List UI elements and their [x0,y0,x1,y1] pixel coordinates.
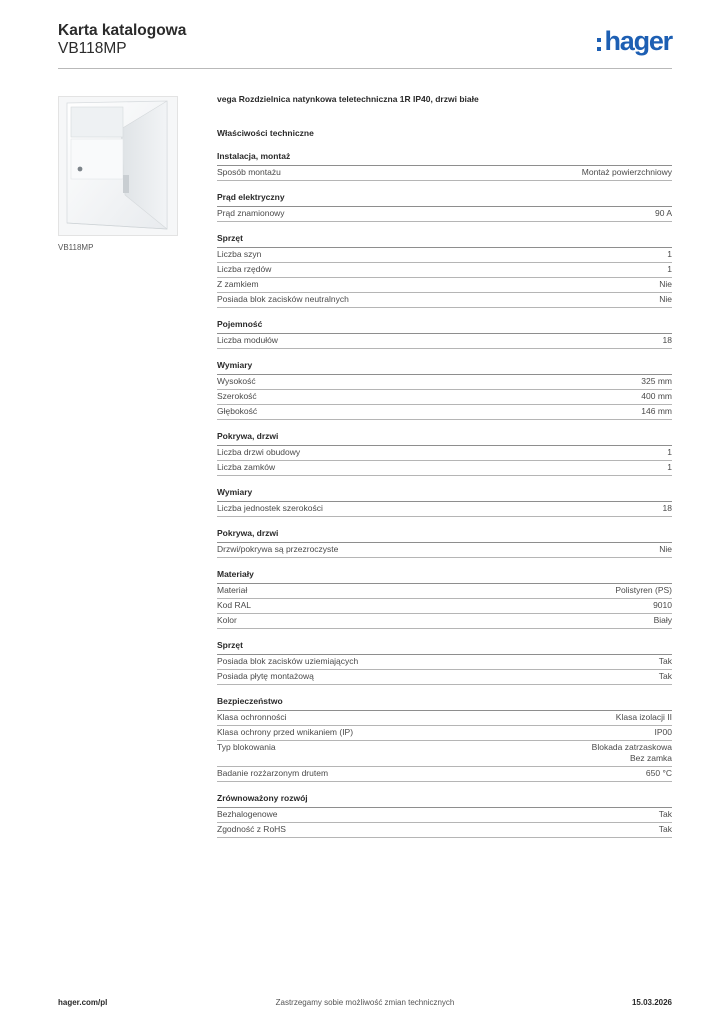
spec-row [217,248,672,263]
footer-date: 15.03.2026 [631,998,672,1007]
section-title: Pojemność [217,319,672,334]
section-title: Wymiary [217,360,672,375]
spec-value: 400 mm [641,391,672,401]
header-divider [58,68,672,69]
spec-value: 90 A [654,208,672,218]
logo-text: hager [604,26,672,56]
spec-section [217,487,672,517]
spec-row [217,614,672,629]
spec-row [217,655,672,670]
spec-label: Szerokość [217,391,257,401]
spec-row [217,584,672,599]
spec-value: Blokada zatrzaskowa Bez zamka [591,742,672,763]
section-title: Sprzęt [217,233,672,248]
section-title: Zrównoważony rozwój [217,793,672,808]
spec-label: Drzwi/pokrywa są przezroczyste [217,544,339,554]
spec-row [217,166,672,181]
spec-value: Polistyren (PS) [615,585,672,595]
spec-label: Klasa ochrony przed wnikaniem (IP) [217,727,354,737]
product-description: vega Rozdzielnica natynkowa teletechniczna 1R IP40, drzwi białe [217,94,479,104]
footer-website-link[interactable]: hager.com/pl [58,998,108,1007]
spec-label: Typ blokowania [217,742,276,752]
spec-section [217,696,672,782]
spec-label: Materiał [217,585,248,595]
spec-row [217,741,672,767]
spec-section [217,528,672,558]
spec-row [217,461,672,476]
spec-value: 650 °C [645,768,672,778]
section-title: Pokrywa, drzwi [217,431,672,446]
section-title: Pokrywa, drzwi [217,528,672,543]
spec-value: 18 [662,503,672,513]
spec-value: Tak [658,671,672,681]
section-title: Sprzęt [217,640,672,655]
spec-label: Badanie rozżarzonym drutem [217,768,329,778]
spec-row [217,808,672,823]
spec-row [217,334,672,349]
spec-section [217,569,672,629]
spec-value: 1 [667,462,672,472]
spec-value: 146 mm [641,406,672,416]
spec-value: IP00 [654,727,672,737]
spec-label: Klasa ochronności [217,712,287,722]
logo-dots-icon [597,38,601,51]
spec-row [217,543,672,558]
spec-row [217,767,672,782]
footer-note: Zastrzegamy sobie możliwość zmian technicznych [275,998,455,1007]
spec-label: Liczba zamków [217,462,276,472]
section-title: Prąd elektryczny [217,192,672,207]
spec-row [217,263,672,278]
section-title: Materiały [217,569,672,584]
spec-row [217,823,672,838]
section-title: Bezpieczeństwo [217,696,672,711]
spec-value: Nie [659,294,672,304]
spec-section [217,192,672,222]
spec-section [217,793,672,838]
spec-section [217,151,672,181]
spec-label: Liczba jednostek szerokości [217,503,323,513]
spec-value: Tak [658,809,672,819]
spec-label: Sposób montażu [217,167,281,177]
page-header [58,20,672,70]
spec-section [217,360,672,420]
spec-value: Nie [659,544,672,554]
spec-section [217,233,672,308]
section-title: Wymiary [217,487,672,502]
spec-row [217,405,672,420]
spec-value: 1 [667,249,672,259]
spec-value: 325 mm [641,376,672,386]
product-image [58,96,178,236]
hager-logo [597,26,672,56]
spec-label: Głębokość [217,406,258,416]
spec-label: Liczba modułów [217,335,278,345]
spec-value: Nie [659,279,672,289]
spec-row [217,375,672,390]
section-title: Instalacja, montaż [217,151,672,166]
spec-row [217,670,672,685]
tech-properties-title: Właściwości techniczne [217,128,314,138]
spec-value: 9010 [653,600,672,610]
spec-value: Montaż powierzchniowy [581,167,672,177]
spec-label: Posiada blok zacisków neutralnych [217,294,349,304]
spec-label: Liczba szyn [217,249,262,259]
spec-row [217,293,672,308]
enclosure-illustration [59,97,177,235]
spec-value: 1 [667,447,672,457]
spec-value: Biały [653,615,672,625]
spec-label: Z zamkiem [217,279,259,289]
spec-content [217,94,672,838]
spec-row [217,711,672,726]
spec-row [217,502,672,517]
product-code: VB118MP [58,40,127,57]
spec-row [217,390,672,405]
spec-label: Posiada blok zacisków uziemiających [217,656,359,666]
spec-row [217,446,672,461]
spec-label: Wysokość [217,376,256,386]
spec-row [217,278,672,293]
spec-section [217,640,672,685]
spec-row [217,207,672,222]
spec-label: Kolor [217,615,237,625]
spec-label: Posiada płytę montażową [217,671,314,681]
spec-value: 18 [662,335,672,345]
document-title: Karta katalogowa [58,22,187,39]
spec-label: Liczba rzędów [217,264,272,274]
spec-row [217,726,672,741]
spec-label: Prąd znamionowy [217,208,285,218]
spec-label: Bezhalogenowe [217,809,278,819]
spec-value: Klasa izolacji II [615,712,672,722]
image-caption: VB118MP [58,243,94,252]
spec-label: Kod RAL [217,600,252,610]
spec-value: Tak [658,824,672,834]
spec-section [217,319,672,349]
spec-value: 1 [667,264,672,274]
spec-row [217,599,672,614]
spec-label: Zgodność z RoHS [217,824,286,834]
spec-value: Tak [658,656,672,666]
spec-label: Liczba drzwi obudowy [217,447,301,457]
spec-section [217,431,672,476]
